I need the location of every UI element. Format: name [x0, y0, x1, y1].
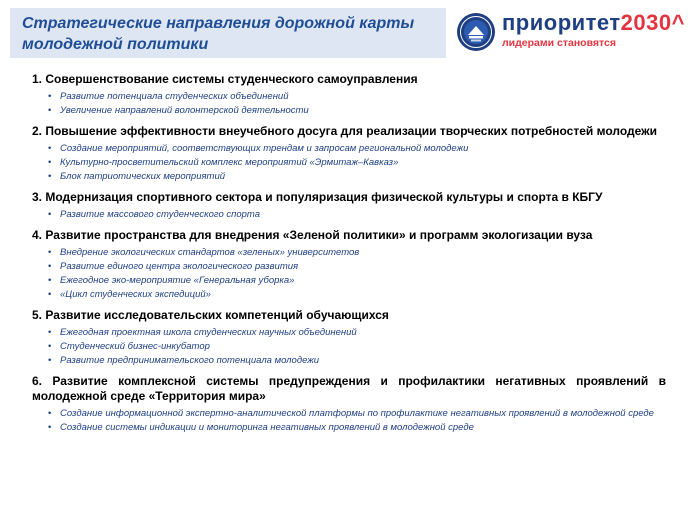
list-item-text: «Цикл студенческих экспедиций» [60, 289, 211, 300]
section-title: 1. Совершенствование системы студенческого самоуправления [32, 72, 418, 86]
list-item-text: Ежегодная проектная школа студенческих научных объединений [60, 327, 357, 338]
list-item-text: Развитие потенциала студенческих объединений [60, 91, 289, 102]
section-2 [32, 124, 666, 184]
bullet-icon: • [48, 422, 52, 433]
section-6 [32, 374, 666, 435]
section-items [32, 208, 666, 222]
list-item [48, 326, 666, 340]
list-item-text: Культурно-просветительский комплекс мероприятий «Эрмитаж–Кавказ» [60, 157, 399, 168]
brand-name [502, 10, 685, 36]
list-item-text: Развитие массового студенческого спорта [60, 209, 261, 220]
list-item-text: Увеличение направлений волонтерской деятельности [60, 105, 309, 116]
list-item-text: Студенческий бизнес-инкубатор [60, 341, 210, 352]
section-items [32, 326, 666, 368]
list-item-text: Ежегодное эко-мероприятие «Генеральная уборка» [60, 275, 295, 286]
list-item-text: Блок патриотических мероприятий [60, 171, 226, 182]
list-item [48, 354, 666, 368]
list-item [48, 104, 666, 118]
page-title-line-2: молодежной политики [22, 36, 209, 53]
brand-tagline: лидерами становятся [502, 37, 617, 49]
page-title-line-1: Стратегические направления дорожной карты [22, 15, 415, 32]
brand-name-main: приоритет [502, 10, 621, 35]
bullet-icon: • [48, 157, 52, 168]
section-title: 3. Модернизация спортивного сектора и популяризация физической культуры и спорта в КБГУ [32, 190, 603, 204]
list-item [48, 170, 666, 184]
section-3 [32, 190, 666, 222]
section-items [32, 246, 666, 302]
bullet-icon: • [48, 408, 52, 419]
bullet-icon: • [48, 275, 52, 286]
university-emblem-icon [456, 12, 496, 52]
bullet-icon: • [48, 341, 52, 352]
section-1 [32, 72, 666, 118]
list-item [48, 90, 666, 104]
list-item-text: Создание системы индикации и мониторинга негативных проявлений в молодежной среде [60, 422, 474, 433]
bullet-icon: • [48, 143, 52, 154]
list-item [48, 142, 666, 156]
bullet-icon: • [48, 247, 52, 258]
list-item [48, 246, 666, 260]
bullet-icon: • [48, 261, 52, 272]
section-4 [32, 228, 666, 302]
bullet-icon: • [48, 91, 52, 102]
section-5 [32, 308, 666, 368]
section-items [32, 90, 666, 118]
bullet-icon: • [48, 105, 52, 116]
list-item-text: Создание информационной экспертно-аналитической платформы по профилактике негативных проявлений в молодежной среде [60, 408, 654, 419]
list-item [48, 288, 666, 302]
bullet-icon: • [48, 355, 52, 366]
bullet-icon: • [48, 289, 52, 300]
list-item [48, 260, 666, 274]
bullet-icon: • [48, 209, 52, 220]
list-item-text: Создание мероприятий, соответствующих трендам и запросам региональной молодежи [60, 143, 469, 154]
list-item-text: Развитие единого центра экологического развития [60, 261, 299, 272]
list-item [48, 340, 666, 354]
header-banner [10, 8, 446, 58]
brand-name-accent: 2030^ [620, 10, 685, 35]
list-item [48, 274, 666, 288]
roadmap-content [32, 72, 666, 441]
section-title: 6. Развитие комплексной системы предупреждения и профилактики негативных проявлений в молодежной среде «Территория мира» [32, 374, 666, 403]
list-item-text: Развитие предпринимательского потенциала молодежи [60, 355, 320, 366]
list-item [48, 407, 666, 421]
list-item [48, 156, 666, 170]
list-item [48, 208, 666, 222]
list-item [48, 421, 666, 435]
section-title: 2. Повышение эффективности внеучебного досуга для реализации творческих потребностей молодежи [32, 124, 658, 138]
bullet-icon: • [48, 327, 52, 338]
priority-2030-logo [456, 10, 696, 58]
list-item-text: Внедрение экологических стандартов «зеленых» университетов [60, 247, 360, 258]
bullet-icon: • [48, 171, 52, 182]
section-items [32, 407, 666, 435]
section-title: 4. Развитие пространства для внедрения «Зеленой политики» и программ экологизации вуза [32, 228, 593, 242]
section-title: 5. Развитие исследовательских компетенций обучающихся [32, 308, 389, 322]
section-items [32, 142, 666, 184]
